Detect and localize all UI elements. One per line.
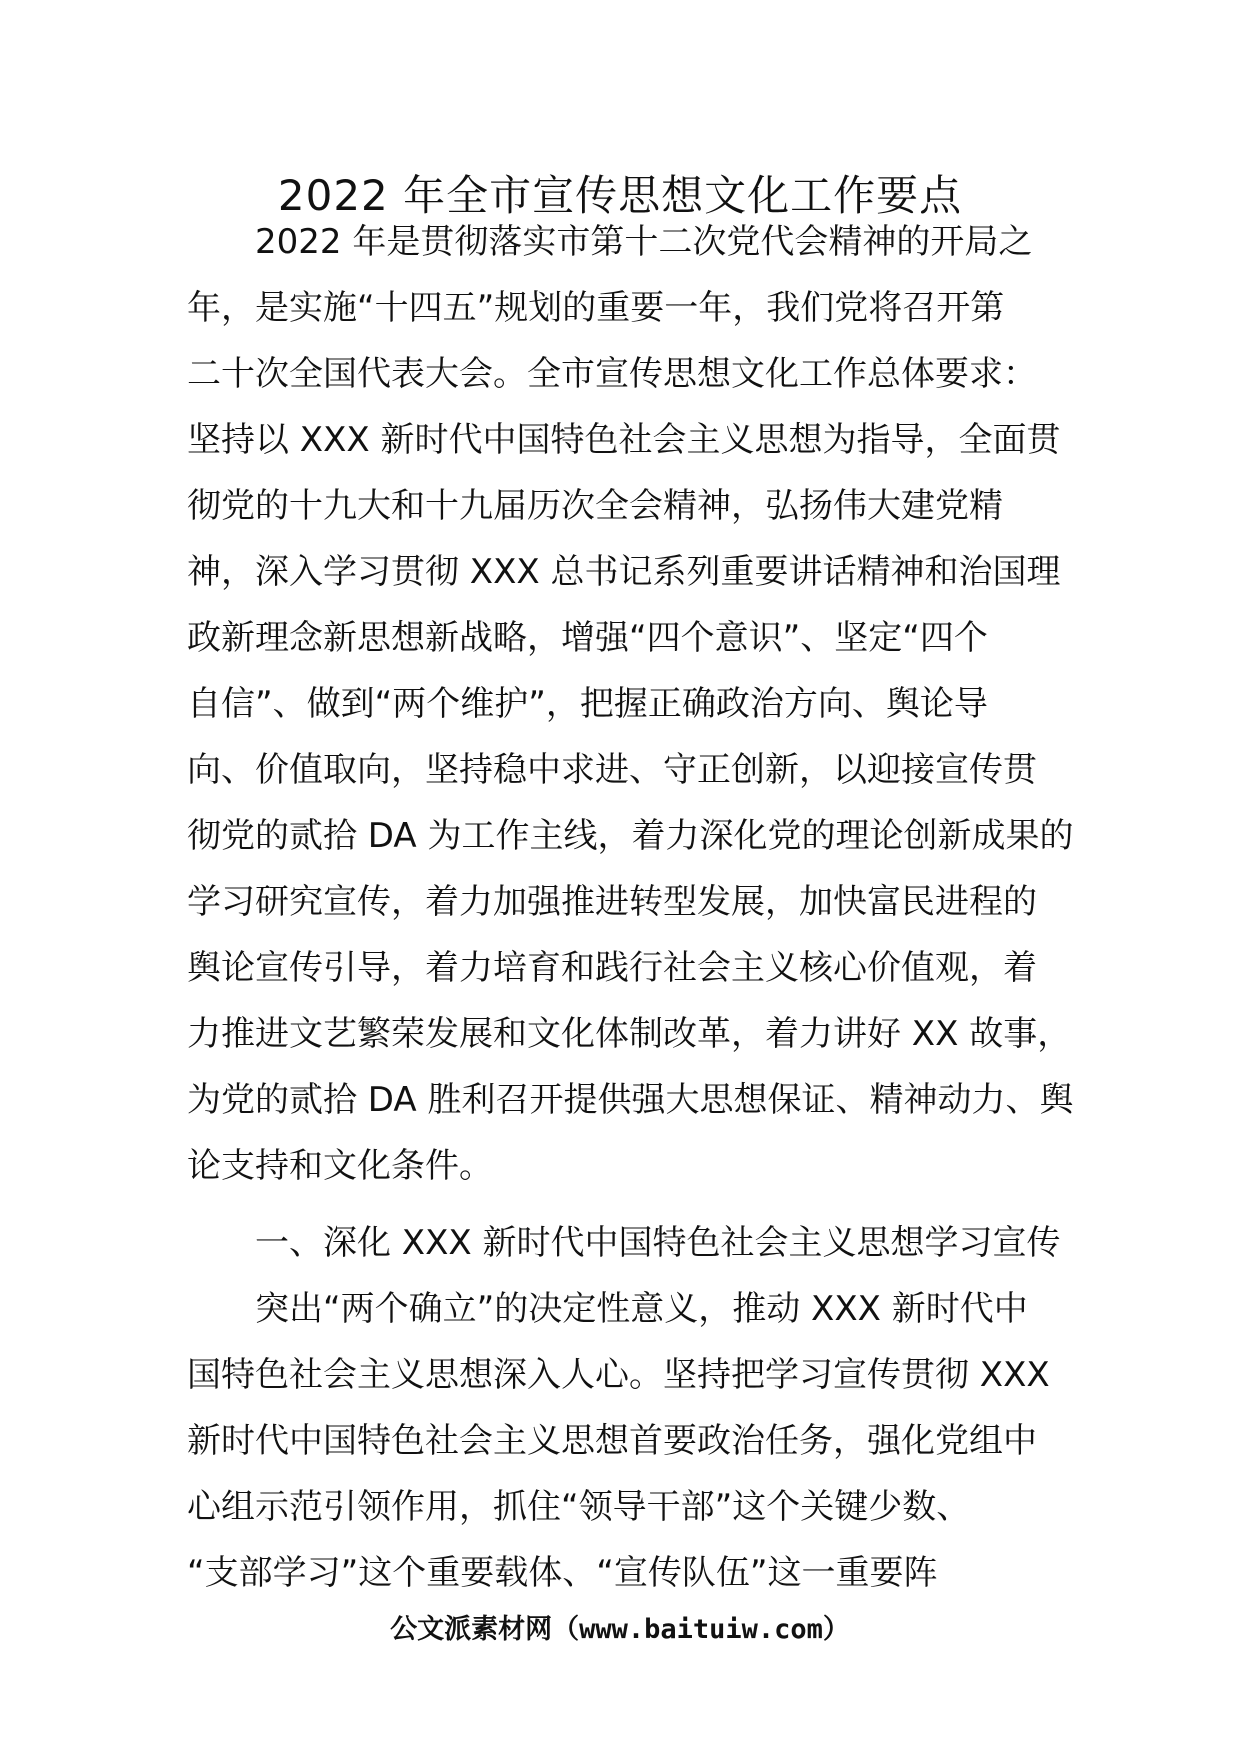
- paragraph-line: 向、价值取向，坚持稳中求进、守正创新，以迎接宣传贯: [187, 750, 1037, 790]
- paragraph-line: 政新理念新思想新战略，增强“四个意识”、坚定“四个: [187, 618, 988, 658]
- paragraph-line: 神，深入学习贯彻 XXX 总书记系列重要讲话精神和治国理: [187, 552, 1061, 592]
- document-title: 2022 年全市宣传思想文化工作要点: [277, 171, 963, 220]
- paragraph-line: 坚持以 XXX 新时代中国特色社会主义思想为指导，全面贯: [187, 420, 1061, 460]
- paragraph-line: 心组示范引领作用，抓住“领导干部”这个关键少数、: [187, 1487, 971, 1527]
- intro-paragraph: [187, 209, 1074, 1199]
- section-heading: 一、深化 XXX 新时代中国特色社会主义思想学习宣传: [255, 1223, 1061, 1263]
- section-heading-block: [187, 1210, 1061, 1276]
- paragraph-line: 彻党的十九大和十九届历次全会精神，弘扬伟大建党精: [187, 486, 1003, 526]
- paragraph-line: “支部学习”这个重要载体、“宣传队伍”这一重要阵: [187, 1553, 938, 1593]
- paragraph-line: 学习研究宣传，着力加强推进转型发展，加快富民进程的: [187, 882, 1037, 922]
- paragraph-line: 国特色社会主义思想深入人心。坚持把学习宣传贯彻 XXX: [187, 1355, 1050, 1395]
- section1-paragraph: [187, 1276, 1057, 1606]
- paragraph-line: 突出“两个确立”的决定性意义，推动 XXX 新时代中: [255, 1289, 1028, 1329]
- paragraph-line: 为党的贰拾 DA 胜利召开提供强大思想保证、精神动力、舆: [187, 1080, 1074, 1120]
- paragraph-line: 舆论宣传引导，着力培育和践行社会主义核心价值观，着: [187, 948, 1037, 988]
- paragraph-line: 2022 年是贯彻落实市第十二次党代会精神的开局之: [255, 222, 1033, 262]
- paragraph-line: 论支持和文化条件。: [187, 1146, 493, 1186]
- paragraph-line: 新时代中国特色社会主义思想首要政治任务，强化党组中: [187, 1421, 1037, 1461]
- paragraph-line: 自信”、做到“两个维护”，把握正确政治方向、舆论导: [187, 684, 988, 724]
- paragraph-line: 彻党的贰拾 DA 为工作主线，着力深化党的理论创新成果的: [187, 816, 1074, 856]
- footer-watermark: 公文派素材网（www.baituiw.com）: [390, 1614, 850, 1645]
- paragraph-line: 二十次全国代表大会。全市宣传思想文化工作总体要求：: [187, 354, 1037, 394]
- paragraph-line: 年，是实施“十四五”规划的重要一年，我们党将召开第: [187, 288, 1005, 328]
- paragraph-line: 力推进文艺繁荣发展和文化体制改革，着力讲好 XX 故事，: [187, 1014, 1072, 1054]
